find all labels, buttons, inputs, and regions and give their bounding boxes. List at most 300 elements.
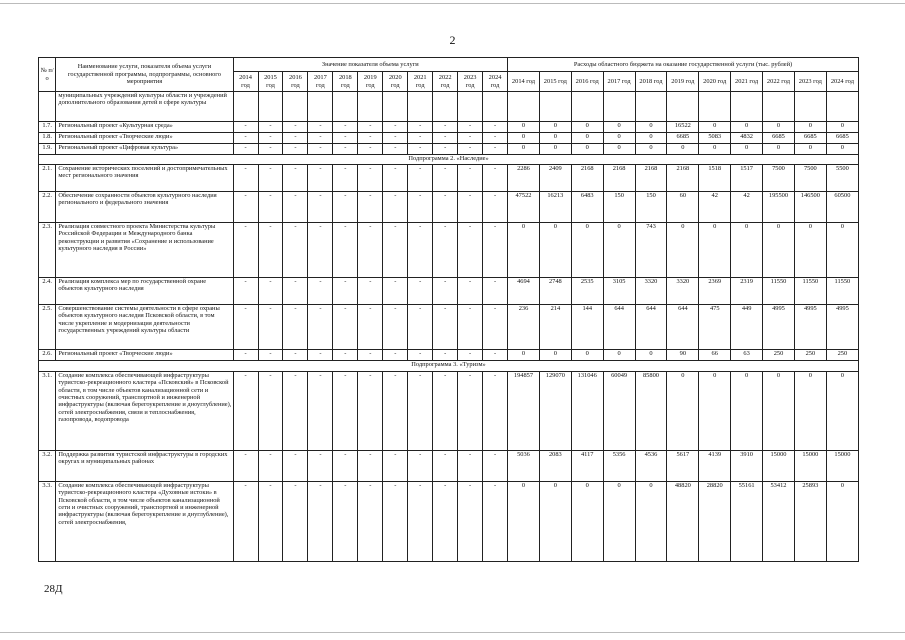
expense-cell: 53412 [763, 482, 795, 562]
header-year: 2020 год [383, 72, 408, 92]
expense-cell: 0 [635, 350, 667, 361]
expense-cell: 0 [763, 144, 795, 155]
expense-cell: 0 [826, 482, 858, 562]
table-row [39, 192, 859, 223]
expense-cell: 0 [539, 122, 571, 133]
expense-cell: 11550 [794, 278, 826, 305]
expense-cell: 90 [667, 350, 699, 361]
header-year: 2016 год [571, 72, 603, 92]
volume-cell: - [383, 133, 408, 144]
expense-cell: 60 [667, 192, 699, 223]
volume-cell: - [258, 305, 283, 350]
volume-cell: - [258, 223, 283, 278]
volume-cell: - [433, 223, 458, 278]
expense-cell: 0 [667, 372, 699, 451]
volume-cell: - [333, 350, 358, 361]
volume-cell: - [458, 482, 483, 562]
expense-cell: 0 [539, 350, 571, 361]
expense-cell: 5083 [699, 133, 731, 144]
table-row [39, 482, 859, 562]
table-row [39, 350, 859, 361]
volume-cell: - [458, 372, 483, 451]
volume-cell: - [283, 192, 308, 223]
volume-cell: - [233, 133, 258, 144]
expense-cell: 0 [539, 144, 571, 155]
volume-cell: - [458, 305, 483, 350]
row-number: 3.3. [39, 482, 56, 562]
expense-cell: 25893 [794, 482, 826, 562]
row-name: Региональный проект «Цифровая культура» [56, 144, 233, 155]
table-row [39, 223, 859, 278]
expense-cell: 475 [699, 305, 731, 350]
volume-cell: - [358, 451, 383, 482]
header-year: 2023 год [794, 72, 826, 92]
expense-cell: 0 [794, 372, 826, 451]
table-row [39, 133, 859, 144]
expense-cell: 0 [699, 122, 731, 133]
row-name: Создание комплекса обеспечивающей инфраструктуры туристско-рекреационного кластера «Духовные истоки» в Псковской области, в том числе объектов канализационной сети и очистных сооружений, транспортной и инженерной инфраструктуры (включая берегоукрепление и днуглубление), сетей электроснабжения, [56, 482, 233, 562]
volume-cell [258, 92, 283, 122]
volume-cell: - [483, 133, 508, 144]
volume-cell: - [433, 144, 458, 155]
volume-cell [433, 92, 458, 122]
expense-cell: 42 [731, 192, 763, 223]
row-name: Совершенствование системы деятельности в сфере охраны объектов культурного наследия Псковской области, в том числе укрепление и модернизация деятельности государственных учреждений культуры области [56, 305, 233, 350]
expense-cell: 66 [699, 350, 731, 361]
volume-cell: - [383, 482, 408, 562]
expense-cell: 5500 [826, 165, 858, 192]
expense-cell [603, 92, 635, 122]
expense-cell: 0 [571, 223, 603, 278]
expense-cell: 16522 [667, 122, 699, 133]
volume-cell: - [258, 192, 283, 223]
volume-cell: - [483, 278, 508, 305]
volume-cell: - [458, 165, 483, 192]
volume-cell: - [258, 165, 283, 192]
expense-cell: 194857 [508, 372, 540, 451]
volume-cell: - [433, 482, 458, 562]
volume-cell: - [233, 350, 258, 361]
volume-cell: - [483, 165, 508, 192]
header-year: 2021 год [408, 72, 433, 92]
expense-cell: 55161 [731, 482, 763, 562]
expense-cell: 2168 [571, 165, 603, 192]
expense-cell: 4995 [826, 305, 858, 350]
volume-cell: - [258, 144, 283, 155]
volume-cell: - [483, 451, 508, 482]
expense-cell: 0 [539, 223, 571, 278]
table-row [39, 165, 859, 192]
volume-cell: - [258, 482, 283, 562]
section-row [39, 361, 859, 372]
expense-cell [826, 92, 858, 122]
volume-cell: - [258, 350, 283, 361]
expense-cell: 0 [571, 122, 603, 133]
row-name: Реализация совместного проекта Министерства культуры Российской Федерации и Международного банка реконструкции и развития «Сохранение и использование культурного наследия в России» [56, 223, 233, 278]
expense-cell: 0 [635, 482, 667, 562]
volume-cell: - [458, 144, 483, 155]
row-number: 3.2. [39, 451, 56, 482]
expense-cell: 0 [763, 223, 795, 278]
section-title: Подпрограмма 2. «Наследие» [39, 155, 859, 165]
volume-cell: - [408, 372, 433, 451]
expense-cell: 60049 [603, 372, 635, 451]
volume-cell: - [433, 451, 458, 482]
header-year: 2023 год [458, 72, 483, 92]
volume-cell: - [358, 165, 383, 192]
expense-cell: 7500 [763, 165, 795, 192]
expense-cell: 6685 [667, 133, 699, 144]
expense-cell [539, 92, 571, 122]
volume-cell: - [308, 278, 333, 305]
volume-cell [333, 92, 358, 122]
header-year: 2024 год [826, 72, 858, 92]
volume-cell: - [358, 144, 383, 155]
expense-cell: 0 [826, 122, 858, 133]
expense-cell: 2083 [539, 451, 571, 482]
expense-cell: 2286 [508, 165, 540, 192]
expense-cell: 0 [508, 122, 540, 133]
expense-cell: 250 [763, 350, 795, 361]
expense-cell: 0 [699, 223, 731, 278]
expense-cell: 4117 [571, 451, 603, 482]
volume-cell: - [308, 133, 333, 144]
expense-cell: 2168 [667, 165, 699, 192]
expense-cell: 5356 [603, 451, 635, 482]
expense-cell: 2168 [603, 165, 635, 192]
expense-cell: 144 [571, 305, 603, 350]
volume-cell: - [383, 278, 408, 305]
expense-cell: 0 [508, 223, 540, 278]
header-year: 2015 год [258, 72, 283, 92]
volume-cell: - [383, 122, 408, 133]
volume-cell: - [283, 372, 308, 451]
volume-cell: - [233, 165, 258, 192]
volume-cell: - [233, 482, 258, 562]
expense-cell: 0 [763, 372, 795, 451]
expense-cell: 0 [635, 122, 667, 133]
expense-cell: 3105 [603, 278, 635, 305]
header-year: 2017 год [308, 72, 333, 92]
row-number: 1.8. [39, 133, 56, 144]
header-year: 2024 год [483, 72, 508, 92]
volume-cell: - [333, 223, 358, 278]
expense-cell: 0 [794, 223, 826, 278]
row-number: 2.4. [39, 278, 56, 305]
expense-cell: 195500 [763, 192, 795, 223]
volume-cell: - [383, 192, 408, 223]
volume-cell [483, 92, 508, 122]
volume-cell: - [283, 144, 308, 155]
expense-cell: 0 [731, 144, 763, 155]
expense-cell [699, 92, 731, 122]
volume-cell: - [358, 133, 383, 144]
expense-cell: 0 [539, 482, 571, 562]
volume-cell: - [458, 192, 483, 223]
expense-cell: 63 [731, 350, 763, 361]
expense-cell: 4694 [508, 278, 540, 305]
volume-cell [308, 92, 333, 122]
volume-cell: - [408, 223, 433, 278]
volume-cell: - [433, 122, 458, 133]
expense-cell: 150 [603, 192, 635, 223]
scan-bottom-edge [0, 632, 905, 633]
header-no: № п/о [39, 58, 56, 92]
table-row [39, 92, 859, 122]
volume-cell: - [333, 372, 358, 451]
expense-cell: 1517 [731, 165, 763, 192]
volume-cell: - [408, 350, 433, 361]
expense-cell: 2748 [539, 278, 571, 305]
volume-cell: - [383, 451, 408, 482]
expense-cell: 11550 [763, 278, 795, 305]
header-name: Наименование услуги, показателя объема услуги государственной программы, подпрограммы, основного мероприятия [56, 58, 233, 92]
expense-cell: 4995 [763, 305, 795, 350]
expense-cell: 129070 [539, 372, 571, 451]
expense-cell: 0 [571, 144, 603, 155]
expense-cell [763, 92, 795, 122]
expense-cell: 2535 [571, 278, 603, 305]
expense-cell: 0 [667, 223, 699, 278]
volume-cell: - [483, 192, 508, 223]
header-year: 2020 год [699, 72, 731, 92]
volume-cell: - [483, 350, 508, 361]
expense-cell: 0 [731, 122, 763, 133]
volume-cell: - [308, 482, 333, 562]
volume-cell: - [283, 305, 308, 350]
volume-cell: - [283, 451, 308, 482]
expense-cell: 15000 [794, 451, 826, 482]
expense-cell: 0 [826, 372, 858, 451]
header-year: 2017 год [603, 72, 635, 92]
expense-cell: 3320 [667, 278, 699, 305]
volume-cell: - [333, 122, 358, 133]
volume-cell: - [358, 372, 383, 451]
expense-cell: 5036 [508, 451, 540, 482]
volume-cell: - [483, 223, 508, 278]
header-year: 2019 год [667, 72, 699, 92]
expense-cell: 0 [603, 133, 635, 144]
header-year: 2018 год [333, 72, 358, 92]
expense-cell [571, 92, 603, 122]
volume-cell: - [358, 192, 383, 223]
expense-cell: 4536 [635, 451, 667, 482]
expense-cell: 3910 [731, 451, 763, 482]
expense-cell: 2319 [731, 278, 763, 305]
volume-cell: - [258, 122, 283, 133]
volume-cell: - [308, 122, 333, 133]
expense-cell: 47522 [508, 192, 540, 223]
volume-cell [358, 92, 383, 122]
expense-cell: 0 [635, 133, 667, 144]
volume-cell [383, 92, 408, 122]
row-name: Поддержка развития туристской инфраструктуры в городских округах и муниципальных районах [56, 451, 233, 482]
header-year: 2015 год [539, 72, 571, 92]
expense-cell: 0 [731, 372, 763, 451]
expense-cell: 0 [508, 133, 540, 144]
volume-cell [233, 92, 258, 122]
row-number: 2.6. [39, 350, 56, 361]
volume-cell: - [333, 305, 358, 350]
volume-cell: - [433, 165, 458, 192]
expense-cell: 16213 [539, 192, 571, 223]
volume-cell: - [433, 350, 458, 361]
volume-cell: - [383, 165, 408, 192]
row-number: 1.7. [39, 122, 56, 133]
expense-cell: 6685 [763, 133, 795, 144]
header-year: 2021 год [731, 72, 763, 92]
volume-cell: - [408, 144, 433, 155]
row-name: муниципальных учреждений культуры области и учреждений дополнительного образования детей в сфере культуры [56, 92, 233, 122]
volume-cell: - [283, 350, 308, 361]
volume-cell: - [383, 350, 408, 361]
expense-cell [794, 92, 826, 122]
row-number: 2.2. [39, 192, 56, 223]
volume-cell: - [383, 144, 408, 155]
expense-cell: 0 [635, 144, 667, 155]
volume-cell: - [283, 165, 308, 192]
expense-cell: 15000 [826, 451, 858, 482]
volume-cell: - [233, 144, 258, 155]
volume-cell [283, 92, 308, 122]
volume-cell: - [408, 278, 433, 305]
expense-cell: 11550 [826, 278, 858, 305]
volume-cell: - [408, 305, 433, 350]
expense-cell: 150 [635, 192, 667, 223]
volume-cell: - [458, 133, 483, 144]
expense-cell [667, 92, 699, 122]
scan-top-edge [0, 3, 905, 4]
expense-cell: 0 [603, 223, 635, 278]
volume-cell: - [408, 165, 433, 192]
row-number: 2.3. [39, 223, 56, 278]
expense-cell: 449 [731, 305, 763, 350]
volume-cell: - [408, 192, 433, 223]
volume-cell: - [333, 144, 358, 155]
volume-cell: - [483, 305, 508, 350]
row-number [39, 92, 56, 122]
expense-cell: 0 [508, 350, 540, 361]
expense-cell: 0 [826, 223, 858, 278]
volume-cell: - [408, 451, 433, 482]
expense-cell: 42 [699, 192, 731, 223]
header-year: 2022 год [433, 72, 458, 92]
header-expense: Расходы областного бюджета на оказание государственной услуги (тыс. рублей) [508, 58, 859, 72]
table-row [39, 305, 859, 350]
row-name: Реализация комплекса мер по государственной охране объектов культурного наследия [56, 278, 233, 305]
expense-cell: 644 [603, 305, 635, 350]
row-number: 1.9. [39, 144, 56, 155]
header-year: 2022 год [763, 72, 795, 92]
volume-cell: - [483, 372, 508, 451]
expense-cell: 60500 [826, 192, 858, 223]
volume-cell: - [308, 223, 333, 278]
volume-cell: - [358, 122, 383, 133]
volume-cell: - [433, 278, 458, 305]
volume-cell: - [433, 133, 458, 144]
volume-cell: - [258, 278, 283, 305]
expense-cell: 0 [794, 122, 826, 133]
volume-cell: - [383, 305, 408, 350]
expense-cell: 0 [508, 482, 540, 562]
expense-cell: 0 [731, 223, 763, 278]
expense-cell: 0 [508, 144, 540, 155]
volume-cell: - [433, 372, 458, 451]
row-name: Обеспечение сохранности объектов культурного наследия регионального и федерального значения [56, 192, 233, 223]
volume-cell: - [358, 350, 383, 361]
volume-cell: - [358, 223, 383, 278]
volume-cell: - [358, 278, 383, 305]
table-row [39, 144, 859, 155]
expense-cell: 4995 [794, 305, 826, 350]
volume-cell: - [458, 350, 483, 361]
volume-cell: - [408, 482, 433, 562]
volume-cell: - [283, 133, 308, 144]
expense-cell: 0 [571, 133, 603, 144]
expense-cell: 236 [508, 305, 540, 350]
volume-cell: - [233, 278, 258, 305]
volume-cell: - [333, 192, 358, 223]
volume-cell: - [308, 305, 333, 350]
expense-cell: 644 [667, 305, 699, 350]
table-row [39, 372, 859, 451]
expense-cell: 0 [571, 482, 603, 562]
volume-cell: - [333, 133, 358, 144]
header-volume: Значение показателя объема услуги [233, 58, 507, 72]
volume-cell: - [408, 133, 433, 144]
expense-cell: 0 [603, 122, 635, 133]
expense-cell: 146500 [794, 192, 826, 223]
expense-cell: 131046 [571, 372, 603, 451]
volume-cell: - [458, 223, 483, 278]
volume-cell: - [233, 223, 258, 278]
volume-cell: - [283, 223, 308, 278]
table-row [39, 451, 859, 482]
volume-cell: - [433, 305, 458, 350]
volume-cell: - [308, 372, 333, 451]
volume-cell: - [233, 192, 258, 223]
expense-cell: 0 [603, 350, 635, 361]
expense-cell: 250 [826, 350, 858, 361]
volume-cell: - [383, 223, 408, 278]
row-number: 2.1. [39, 165, 56, 192]
expense-cell [731, 92, 763, 122]
expense-cell: 0 [539, 133, 571, 144]
expense-cell: 0 [794, 144, 826, 155]
row-name: Региональный проект «Культурная среда» [56, 122, 233, 133]
expense-cell: 28820 [699, 482, 731, 562]
volume-cell: - [233, 372, 258, 451]
row-number: 3.1. [39, 372, 56, 451]
row-number: 2.5. [39, 305, 56, 350]
expense-cell: 15000 [763, 451, 795, 482]
volume-cell: - [358, 482, 383, 562]
expense-cell [508, 92, 540, 122]
header-year: 2016 год [283, 72, 308, 92]
row-name: Региональный проект «Творческие люди» [56, 350, 233, 361]
volume-cell: - [258, 372, 283, 451]
volume-cell: - [333, 278, 358, 305]
expense-cell: 0 [603, 482, 635, 562]
volume-cell [408, 92, 433, 122]
expense-cell: 0 [699, 144, 731, 155]
expense-cell: 85800 [635, 372, 667, 451]
table-row [39, 278, 859, 305]
expense-cell: 0 [571, 350, 603, 361]
expense-cell: 6685 [794, 133, 826, 144]
expense-cell: 48820 [667, 482, 699, 562]
volume-cell: - [333, 482, 358, 562]
